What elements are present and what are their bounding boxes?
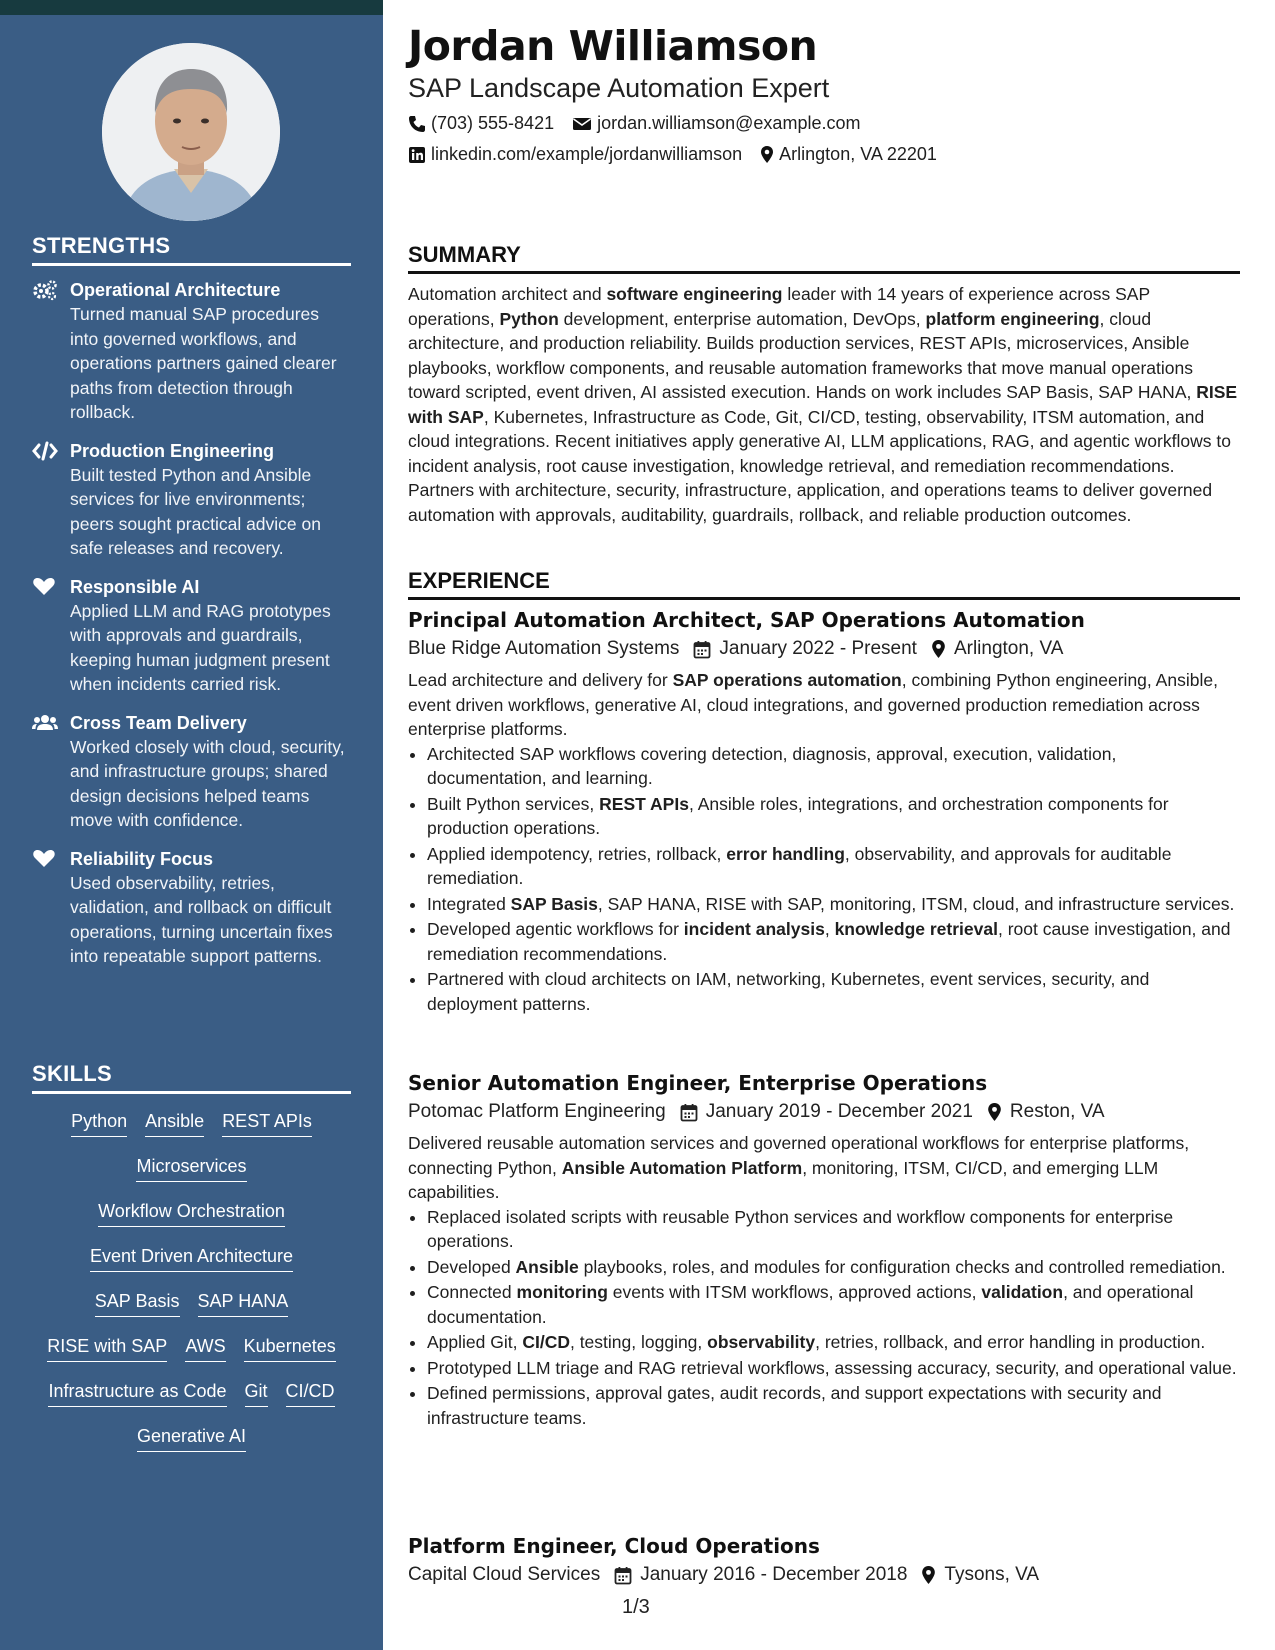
- emphasis-text: monitoring: [516, 1282, 608, 1302]
- job-bullet: [427, 742, 1240, 791]
- location-pin-icon: [931, 639, 946, 659]
- emphasis-text: Ansible: [515, 1256, 579, 1277]
- job-meta: [408, 1101, 1240, 1123]
- strength-desc: Turned manual SAP procedures into governed workflows, and operations partners gained clearer paths from detection through rollback.: [70, 304, 337, 422]
- sidebar-top-band: [0, 0, 383, 15]
- profile-photo: [102, 43, 280, 221]
- summary-heading: SUMMARY: [408, 242, 1240, 274]
- skill-row: [32, 1333, 351, 1378]
- text-run: , SAP HANA, RISE with SAP, monitoring, ITSM, cloud, and infrastructure services.: [597, 893, 1235, 914]
- email-icon: [572, 116, 592, 132]
- job-bullet: [427, 967, 1240, 1016]
- text-run: , Kubernetes, Infrastructure as Code, Git, CI/CD, testing, observability, ITSM automation, and cloud integrations. Recent initiatives apply generative AI, LLM applications, RAG, and agentic workflows to incident analysis, root cause investigation, knowledge retrieval, and remediation recommendations. Partners with architecture, security, infrastructure, application, and operations teams to deliver governed automation with approvals, auditability, guardrails, rollback, and reliable production outcomes.: [408, 406, 1231, 525]
- job-dates-wrap: [614, 1564, 907, 1586]
- job-location-wrap: [921, 1564, 1039, 1586]
- strength-desc: Used observability, retries, validation, and rollback on difficult operations, turning uncertain fixes into repeatable support patterns.: [70, 872, 333, 966]
- emphasis-text: Python: [499, 308, 559, 329]
- skill-tag: Kubernetes: [244, 1333, 336, 1362]
- email-text[interactable]: jordan.williamson@example.com: [597, 113, 861, 133]
- job-title: Senior Automation Engineer, Enterprise Operations: [408, 1071, 988, 1095]
- strength-item: [32, 439, 351, 561]
- job-bullet: [427, 842, 1240, 891]
- candidate-role: SAP Landscape Automation Expert: [408, 73, 830, 103]
- skill-tag: Ansible: [145, 1108, 204, 1137]
- linkedin-text[interactable]: linkedin.com/example/jordanwilliamson: [431, 144, 743, 164]
- text-run: events with ITSM workflows, approved actions,: [607, 1282, 982, 1302]
- code-icon: [32, 440, 58, 462]
- job-location: Reston, VA: [1009, 1101, 1105, 1122]
- text-run: Developed: [427, 1256, 516, 1277]
- text-run: playbooks, roles, and modules for configuration checks and controlled remediation.: [578, 1256, 1226, 1277]
- text-run: Automation architect and: [408, 284, 607, 304]
- emphasis-text: error handling: [726, 843, 845, 864]
- job-intro: [408, 1131, 1240, 1205]
- job-bullets: [408, 1205, 1240, 1431]
- skill-tag: Generative AI: [137, 1423, 246, 1452]
- emphasis-text: platform engineering: [925, 308, 1100, 329]
- summary-text: [408, 282, 1240, 527]
- emphasis-text: REST APIs: [599, 793, 689, 814]
- text-run: Delivered reusable automation services and governed operational workflows for enterprise platforms, connecting Python,: [408, 1133, 1190, 1178]
- job-location: Tysons, VA: [944, 1564, 1040, 1585]
- text-run: Replaced isolated scripts with reusable Python services and workflow components for enterprise operations.: [427, 1206, 1174, 1251]
- linkedin-contact[interactable]: [408, 144, 742, 165]
- skill-tag: REST APIs: [222, 1108, 312, 1137]
- skills-section: [32, 1061, 351, 1468]
- text-run: Applied Git,: [427, 1332, 523, 1352]
- strength-desc: Worked closely with cloud, security, and infrastructure groups; shared design decisions helped teams move with confidence.: [70, 736, 345, 830]
- skills-list: [32, 1108, 351, 1468]
- job-meta: [408, 638, 1240, 660]
- skill-row: [32, 1288, 351, 1333]
- strength-title: Operational Architecture: [70, 280, 281, 300]
- emphasis-text: SAP Basis: [510, 893, 598, 914]
- text-run: , observability, and approvals for auditable remediation.: [427, 843, 1172, 888]
- job-bullets: [408, 742, 1240, 1017]
- phone-text: (703) 555-8421: [431, 113, 555, 133]
- job-company: Blue Ridge Automation Systems: [408, 638, 680, 659]
- users-icon: [32, 712, 58, 734]
- job-dates: January 2022 - Present: [719, 638, 917, 659]
- strength-item: [32, 711, 351, 833]
- job-entry: [408, 608, 1240, 1017]
- emphasis-text: incident analysis: [683, 919, 825, 939]
- text-run: , root cause investigation, and remediation recommendations.: [427, 919, 1231, 964]
- strength-title: Reliability Focus: [70, 848, 214, 869]
- emphasis-text: Ansible Automation Platform: [561, 1157, 803, 1178]
- text-run: , and operational documentation.: [427, 1282, 1194, 1327]
- linkedin-icon: [408, 146, 426, 164]
- calendar-icon: [680, 1103, 698, 1122]
- skill-tag: SAP HANA: [198, 1288, 289, 1317]
- strengths-section: [32, 233, 351, 969]
- skill-tag: Infrastructure as Code: [48, 1378, 226, 1407]
- text-run: , Ansible roles, integrations, and orchestration components for production operations.: [427, 793, 1169, 838]
- job-bullet: [427, 1330, 1240, 1355]
- text-run: development, enterprise automation, DevOps,: [558, 308, 926, 329]
- job-entry: [408, 1534, 1240, 1586]
- job-dates-wrap: [680, 1101, 973, 1123]
- job-title: Principal Automation Architect, SAP Operations Automation: [408, 608, 1085, 632]
- sidebar: [0, 15, 383, 1650]
- strength-item: [32, 278, 351, 425]
- job-location-wrap: [931, 638, 1063, 660]
- strength-title: Responsible AI: [70, 576, 200, 597]
- skill-tag: Git: [245, 1378, 268, 1407]
- contact-row: [408, 113, 878, 134]
- strength-item: [32, 847, 351, 969]
- text-run: Partnered with cloud architects on IAM, networking, Kubernetes, event services, security, and deployment patterns.: [427, 969, 1150, 1014]
- skill-tag: Event Driven Architecture: [90, 1243, 293, 1272]
- skill-row: [32, 1243, 351, 1288]
- strength-title: Production Engineering: [70, 440, 275, 461]
- job-company: Potomac Platform Engineering: [408, 1101, 666, 1122]
- location-pin-icon: [760, 145, 774, 164]
- job-bullet: [427, 917, 1240, 966]
- job-location-wrap: [987, 1101, 1105, 1123]
- skill-row: [32, 1423, 351, 1468]
- skill-row: [32, 1108, 351, 1153]
- text-run: , testing, logging,: [569, 1332, 708, 1352]
- emphasis-text: validation: [981, 1282, 1064, 1302]
- job-bullet: [427, 1205, 1240, 1254]
- emphasis-text: software engineering: [606, 284, 783, 304]
- strength-desc: Built tested Python and Ansible services for live environments; peers sought practical advice on safe releases and recovery.: [70, 464, 321, 558]
- job-intro: [408, 668, 1240, 742]
- emphasis-text: observability: [707, 1332, 816, 1352]
- phone-contact: [408, 113, 554, 134]
- text-run: Defined permissions, approval gates, audit records, and support expectations with security and infrastructure teams.: [427, 1383, 1162, 1428]
- text-run: ,: [824, 919, 835, 939]
- job-location: Arlington, VA: [953, 638, 1064, 659]
- text-run: , retries, rollback, and error handling in production.: [815, 1332, 1206, 1352]
- job-entry: [408, 1071, 1240, 1431]
- calendar-icon: [693, 640, 711, 659]
- skill-tag: RISE with SAP: [47, 1333, 167, 1362]
- emphasis-text: CI/CD: [522, 1332, 570, 1352]
- skill-tag: Workflow Orchestration: [98, 1198, 285, 1227]
- skills-heading: SKILLS: [32, 1061, 351, 1094]
- emphasis-text: SAP operations automation: [672, 670, 902, 690]
- job-dates-wrap: [693, 638, 917, 660]
- text-run: Prototyped LLM triage and RAG retrieval workflows, assessing accuracy, security, and operational value.: [427, 1357, 1237, 1378]
- gears-icon: [32, 279, 58, 301]
- avatar-portrait: [102, 43, 280, 221]
- candidate-name: Jordan Williamson: [408, 22, 818, 70]
- skill-tag: CI/CD: [286, 1378, 335, 1407]
- job-bullet: [427, 1381, 1240, 1430]
- job-dates: January 2016 - December 2018: [640, 1564, 908, 1585]
- job-dates: January 2019 - December 2021: [705, 1101, 973, 1122]
- text-run: , cloud architecture, and production reliability. Builds production services, REST APIs, microservices, Ansible playbooks, workflow components, and reusable automation frameworks that move manual operations toward scripted, event driven, AI assisted execution. Hands on work includes SAP Basis, SAP HANA,: [408, 308, 1197, 402]
- text-run: Lead architecture and delivery for: [408, 670, 673, 690]
- location-pin-icon: [921, 1565, 936, 1585]
- skill-row: [32, 1378, 351, 1423]
- location-pin-icon: [987, 1102, 1002, 1122]
- job-bullet: [427, 792, 1240, 841]
- heart-icon: [32, 848, 58, 870]
- skill-tag: Microservices: [136, 1153, 246, 1182]
- contact-row: [408, 144, 955, 165]
- job-bullet: [427, 892, 1240, 917]
- strength-item: [32, 575, 351, 697]
- text-run: Integrated: [427, 893, 511, 914]
- job-bullet: [427, 1356, 1240, 1381]
- location-text: Arlington, VA 22201: [779, 144, 937, 164]
- phone-icon: [408, 115, 426, 133]
- text-run: Developed agentic workflows for: [427, 919, 684, 939]
- text-run: Connected: [427, 1282, 517, 1302]
- text-run: leader with 14 years of experience across SAP operations,: [408, 284, 1150, 329]
- emphasis-text: knowledge retrieval: [834, 919, 998, 939]
- job-bullet: [427, 1255, 1240, 1280]
- strengths-heading: STRENGTHS: [32, 233, 351, 266]
- job-meta: [408, 1564, 1240, 1586]
- page-number: 1/3: [622, 1596, 650, 1618]
- skill-tag: SAP Basis: [95, 1288, 180, 1317]
- strength-title: Cross Team Delivery: [70, 712, 247, 733]
- text-run: Architected SAP workflows covering detection, diagnosis, approval, execution, validation, documentation, and learning.: [427, 743, 1117, 788]
- job-company: Capital Cloud Services: [408, 1564, 601, 1585]
- strength-desc: Applied LLM and RAG prototypes with approvals and guardrails, keeping human judgment present when incidents carried risk.: [70, 600, 331, 694]
- emphasis-text: RISE with SAP: [408, 382, 1238, 427]
- skill-row: [32, 1198, 351, 1243]
- skill-row: [32, 1153, 351, 1198]
- text-run: Built Python services,: [427, 793, 600, 814]
- email-contact[interactable]: [572, 113, 860, 134]
- text-run: , combining Python engineering, Ansible, event driven workflows, generative AI, cloud integrations, and governed production remediation across enterprise platforms.: [408, 670, 1218, 739]
- skill-tag: AWS: [185, 1333, 225, 1362]
- job-bullet: [427, 1280, 1240, 1329]
- text-run: , monitoring, ITSM, CI/CD, and emerging LLM capabilities.: [408, 1157, 1159, 1202]
- experience-heading: EXPERIENCE: [408, 568, 1240, 600]
- text-run: Applied idempotency, retries, rollback,: [427, 843, 727, 864]
- heart-icon: [32, 576, 58, 598]
- job-title: Platform Engineer, Cloud Operations: [408, 1534, 820, 1558]
- skill-tag: Python: [71, 1108, 127, 1137]
- calendar-icon: [614, 1566, 632, 1585]
- location-contact: [760, 144, 937, 165]
